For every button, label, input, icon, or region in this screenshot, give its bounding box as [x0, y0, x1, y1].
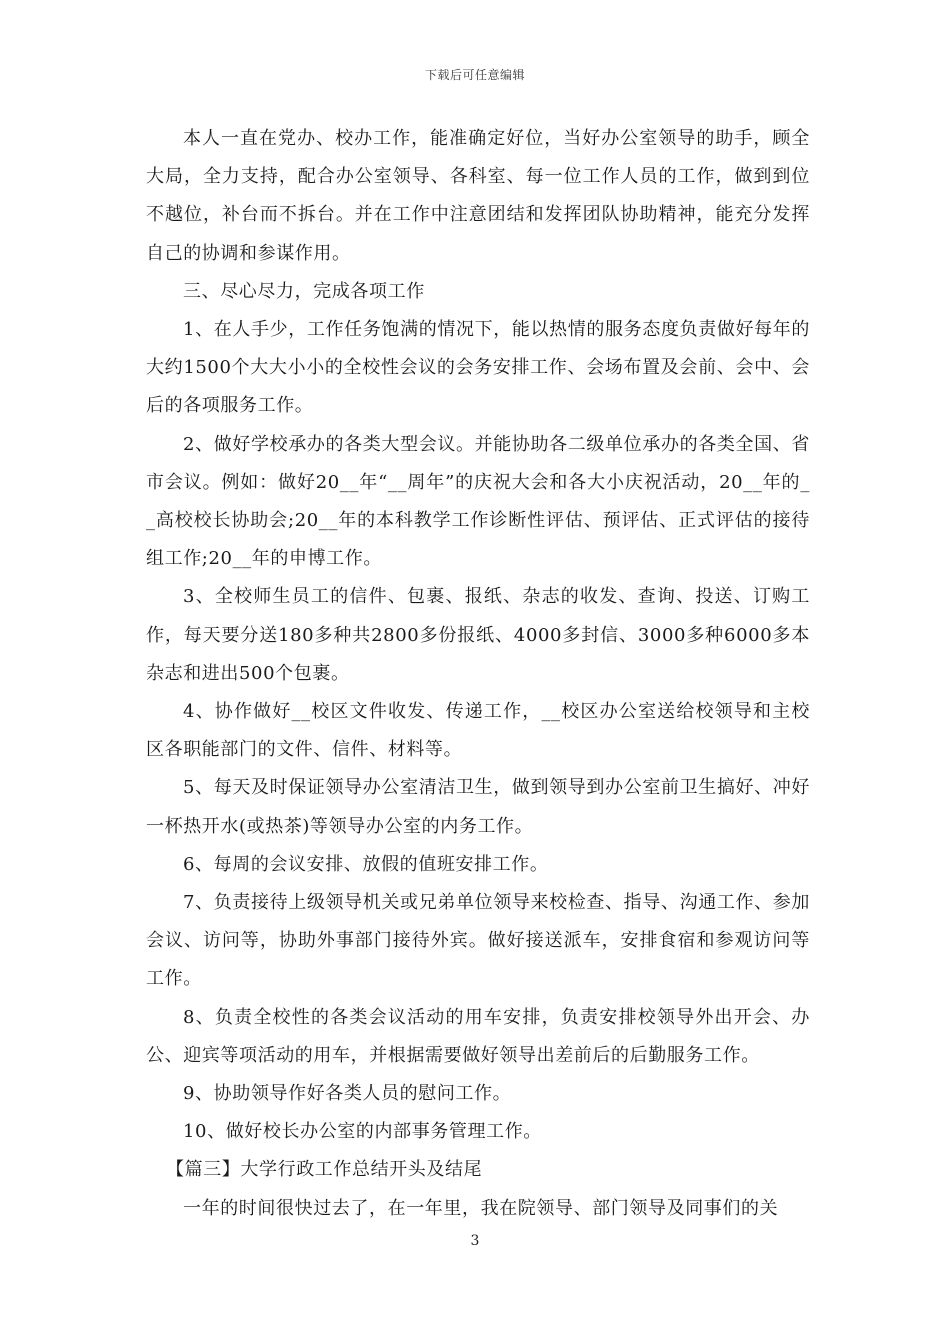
list-item-8: 8、负责全校性的各类会议活动的用车安排，负责安排校领导外出开会、办公、迎宾等项活动的用车，并根据需要做好领导出差前后的后勤服务工作。: [146, 1006, 810, 1066]
list-item-6: 6、每周的会议安排、放假的值班安排工作。: [183, 853, 549, 875]
document-body: [146, 120, 810, 1228]
paragraph-year-summary-start: 一年的时间很快过去了，在一年里，我在院领导、部门领导及同事们的关: [183, 1197, 779, 1219]
list-item-10: 10、做好校长办公室的内部事务管理工作。: [183, 1121, 542, 1143]
list-item-5: 5、每天及时保证领导办公室清洁卫生，做到领导到办公室前卫生搞好、冲好一杯热开水(或热茶)等领导办公室的内务工作。: [146, 777, 810, 837]
list-item-9: 9、协助领导作好各类人员的慰问工作。: [183, 1083, 512, 1105]
section-heading-three: 三、尽心尽力，完成各项工作: [183, 280, 425, 302]
list-item-7: 7、负责接待上级领导机关或兄弟单位领导来校检查、指导、沟通工作、参加会议、访问等，协助外事部门接待外宾。做好接送派车，安排食宿和参观访问等工作。: [146, 892, 810, 990]
page-number: 3: [470, 1233, 480, 1249]
list-item-1: 1、在人手少，工作任务饱满的情况下，能以热情的服务态度负责做好每年的大约1500个大大小小的全校性会议的会务安排工作、会场布置及会前、会中、会后的各项服务工作。: [146, 319, 810, 417]
list-item-2: 2、做好学校承办的各类大型会议。并能协助各二级单位承办的各类全国、省市会议。例如：做好20__年“__周年”的庆祝大会和各大小庆祝活动，20__年的__高校校长协助会;20__年的本科教学工作诊断性评估、预评估、正式评估的接待组工作;20__年的申博工作。: [146, 433, 810, 570]
page-header: 下载后可任意编辑: [424, 68, 525, 82]
article-title-part-three: 【篇三】大学行政工作总结开头及结尾: [166, 1159, 483, 1181]
paragraph-role-intro: 本人一直在党办、校办工作，能准确定好位，当好办公室领导的助手，顾全大局，全力支持，配合办公室领导、各科室、每一位工作人员的工作，做到到位不越位，补台而不拆台。并在工作中注意团结和发挥团队协助精神，能充分发挥自己的协调和参谋作用。: [146, 128, 810, 264]
list-item-3: 3、全校师生员工的信件、包裹、报纸、杂志的收发、查询、投送、订购工作，每天要分送180多种共2800多份报纸、4000多封信、3000多种6000多本杂志和进出500个包裹。: [146, 586, 810, 684]
list-item-4: 4、协作做好__校区文件收发、传递工作，__校区办公室送给校领导和主校区各职能部门的文件、信件、材料等。: [146, 701, 810, 761]
